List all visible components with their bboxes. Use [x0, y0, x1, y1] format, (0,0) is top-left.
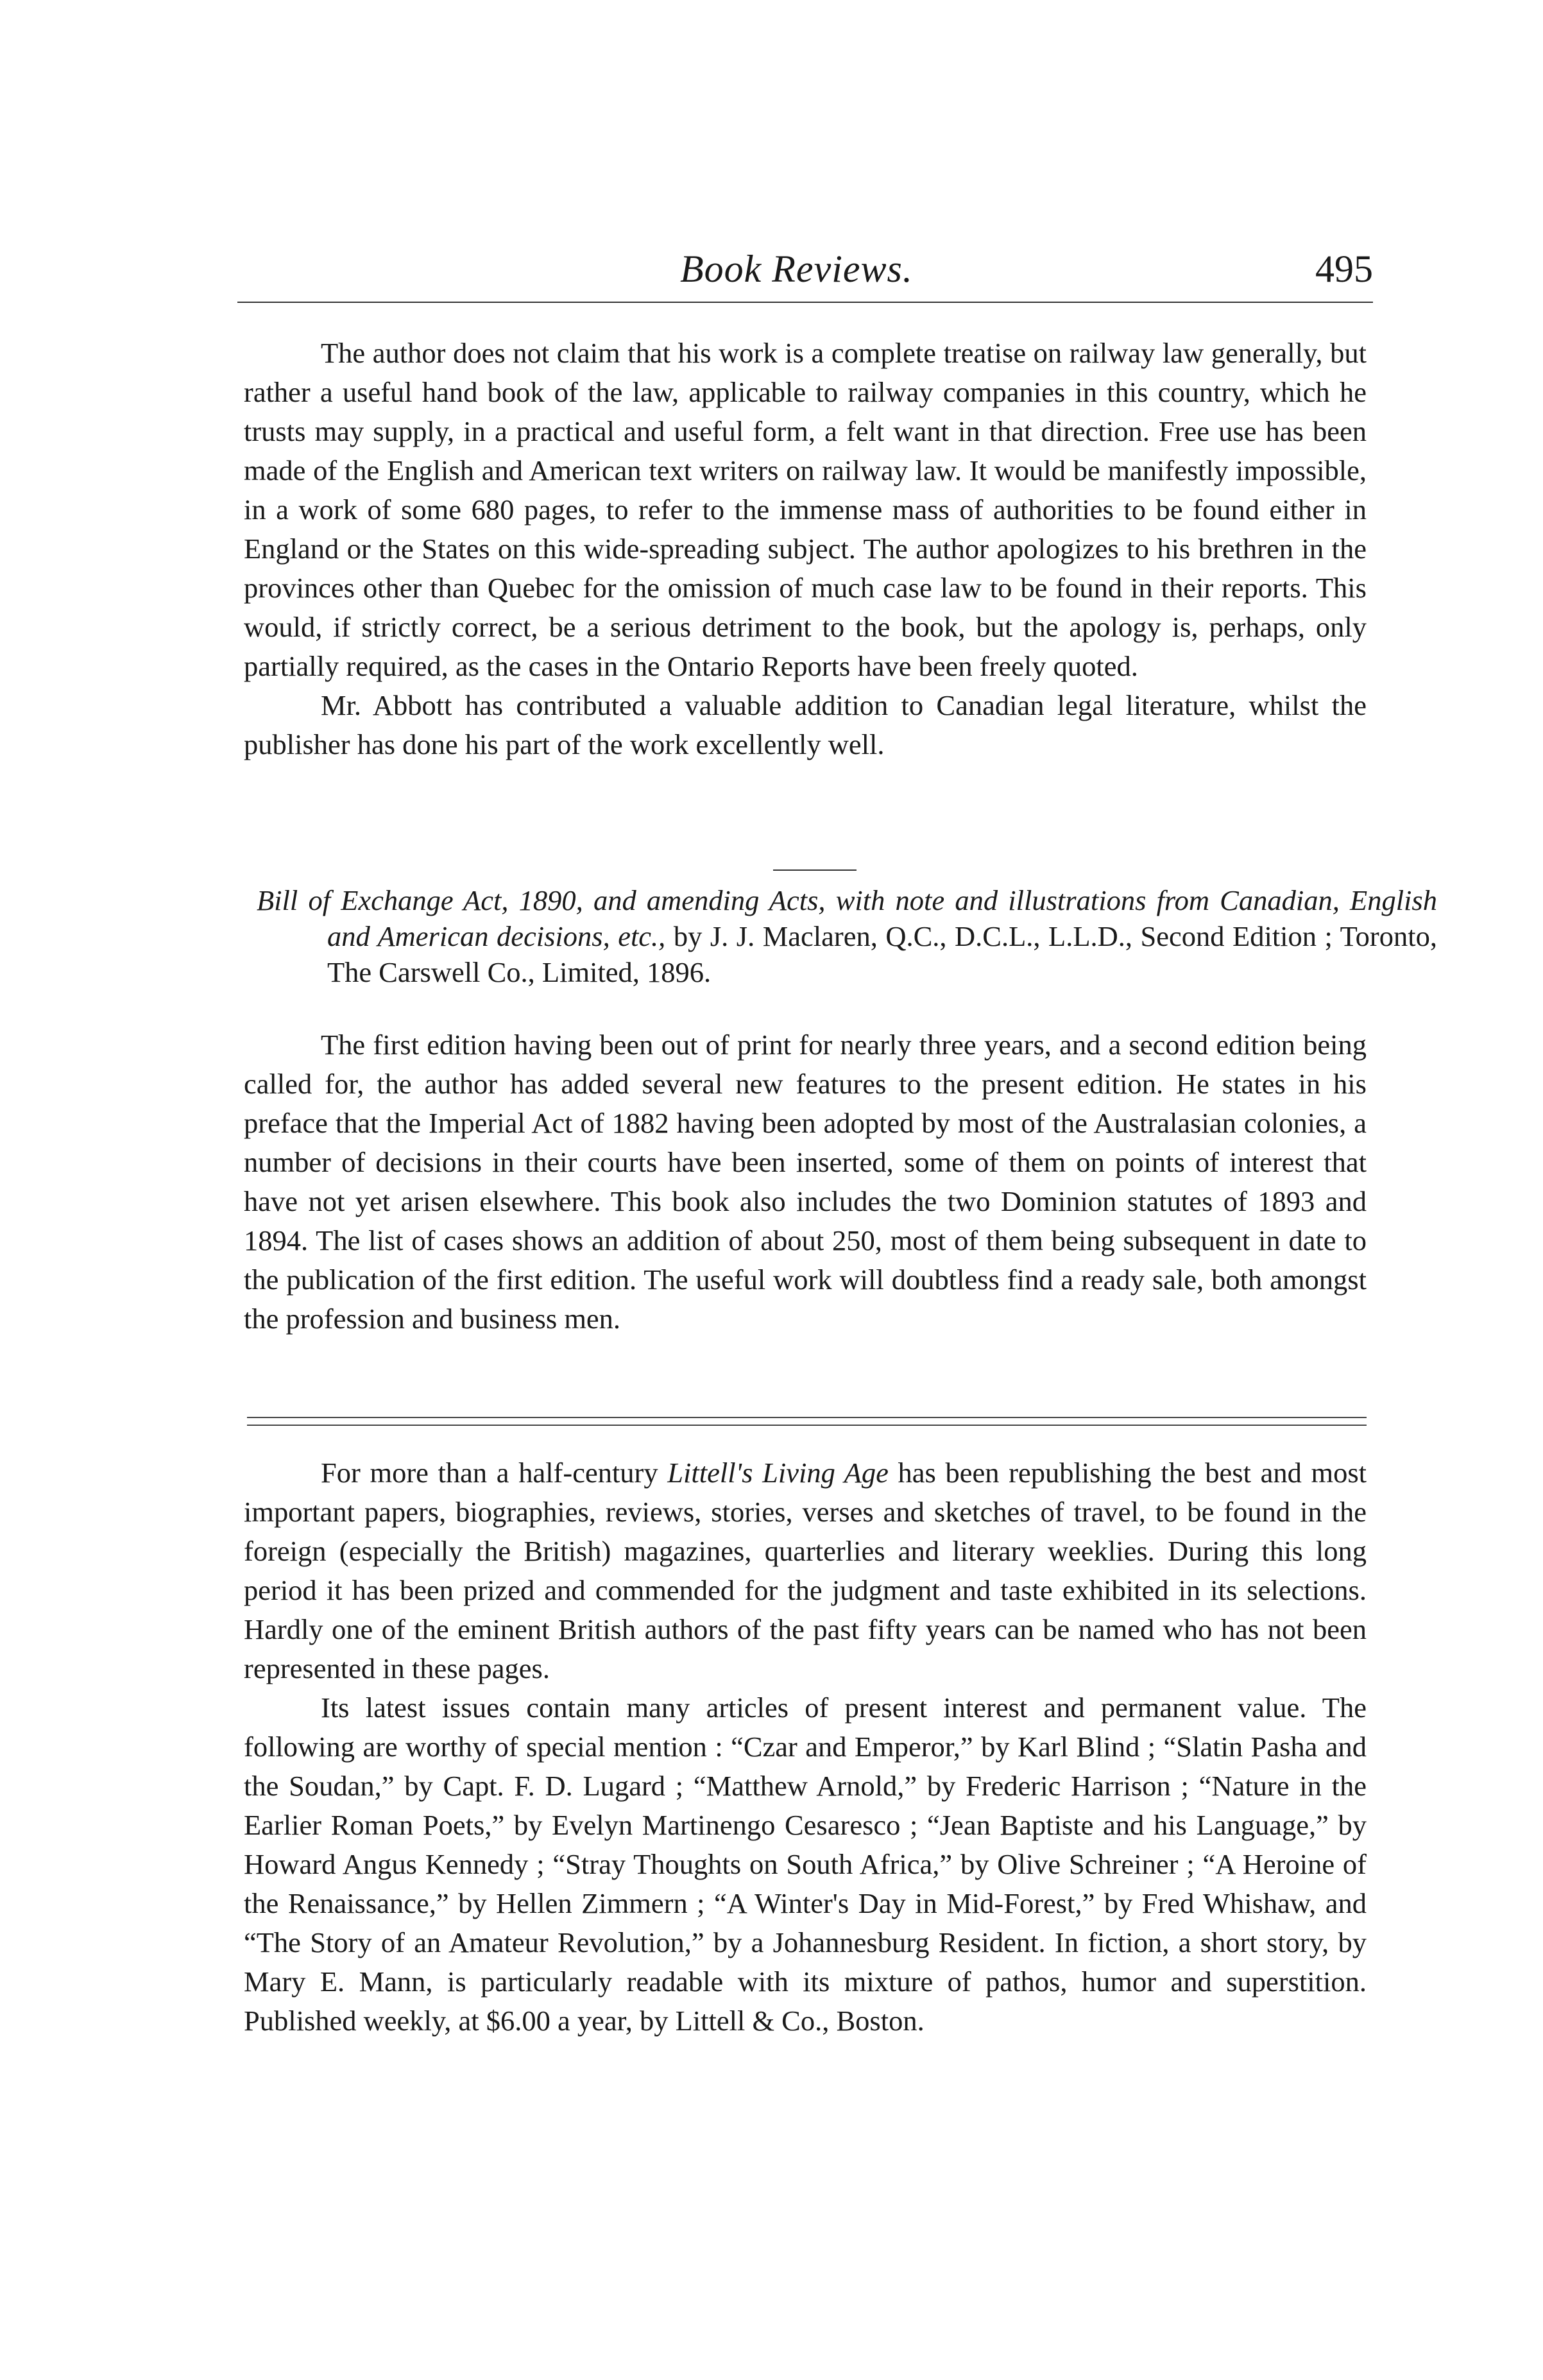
- page-header: [237, 247, 1373, 311]
- running-title: Book Reviews.: [680, 248, 913, 290]
- section-divider: [773, 869, 857, 871]
- review-bills-of-exchange: [244, 1025, 1367, 1339]
- page-number: 495: [1315, 248, 1373, 290]
- book-citation: [257, 882, 1437, 990]
- double-divider: [247, 1417, 1367, 1426]
- notice-text: For more than a half-century: [321, 1457, 658, 1489]
- periodical-title: Littell's Living Age: [667, 1457, 889, 1489]
- review-railway-law: [244, 334, 1367, 764]
- notice-paragraph: [244, 1453, 1367, 1688]
- citation-title: Bill of Exchange Act, 1890, and amending Acts, with note and illustrations from Canadian, English and American decisions, etc.,: [257, 884, 1437, 952]
- header-rule: [237, 302, 1373, 303]
- review-paragraph: The first edition having been out of print for nearly three years, and a second edition being called for, the author has added several new features to the present edition. He states in his preface that the Imperial Act of 1882 having been adopted by most of the Australasian colonies, a number of decisions in their courts have been inserted, some of them on points of interest that have not yet arisen elsewhere. This book also includes the two Dominion statutes of 1893 and 1894. The list of cases shows an addition of about 250, most of them being subsequent in date to the publication of the first edition. The useful work will doubtless find a ready sale, both amongst the profession and business men.: [244, 1029, 1367, 1335]
- notice-text: has been republishing the best and most important papers, biographies, reviews, stories, verses and sketches of travel, to be found in the foreign (especially the British) magazines, quarterlies and literary weeklies. During this long period it has been prized and commended for the judgment and taste exhibited in its selections. Hardly one of the eminent British authors of the past fifty years can be named who has not been represented in these pages.: [244, 1457, 1367, 1684]
- notice-paragraph: Its latest issues contain many articles of present interest and permanent value. The following are worthy of special mention : “Czar and Emperor,” by Karl Blind ; “Slatin Pasha and the Soudan,” by Capt. F. D. Lugard ; “Matthew Arnold,” by Frederic Harrison ; “Nature in the Earlier Roman Poets,” by Evelyn Martinengo Cesaresco ; “Jean Baptiste and his Language,” by Howard Angus Kennedy ; “Stray Thoughts on South Africa,” by Olive Schreiner ; “A Heroine of the Renaissance,” by Hellen Zimmern ; “A Winter's Day in Mid-Forest,” by Fred Whishaw, and “The Story of an Amateur Revolution,” by a Johannesburg Resident. In fiction, a short story, by Mary E. Mann, is particularly readable with its mixture of pathos, humor and superstition. Published weekly, at $6.00 a year, by Littell & Co., Boston.: [244, 1691, 1367, 2037]
- citation-details: by J. J. Maclaren, Q.C., D.C.L., L.L.D., Second Edition ; Toronto, The Carswell Co., Limited, 1896.: [327, 920, 1437, 988]
- review-paragraph: The author does not claim that his work is a complete treatise on railway law generally, but rather a useful hand book of the law, applicable to railway companies in this country, which he trusts may supply, in a practical and useful form, a felt want in that direction. Free use has been made of the English and American text writers on railway law. It would be manifestly impossible, in a work of some 680 pages, to refer to the immense mass of authorities to be found either in England or the States on this wide-spreading subject. The author apologizes to his brethren in the provinces other than Quebec for the omission of much case law to be found in their reports. This would, if strictly correct, be a serious detriment to the book, but the apology is, perhaps, only partially required, as the cases in the Ontario Reports have been freely quoted.: [244, 337, 1367, 682]
- living-age-notice: [244, 1453, 1367, 2041]
- review-paragraph: Mr. Abbott has contributed a valuable addition to Canadian legal literature, whilst the publisher has done his part of the work excellently well.: [244, 689, 1367, 760]
